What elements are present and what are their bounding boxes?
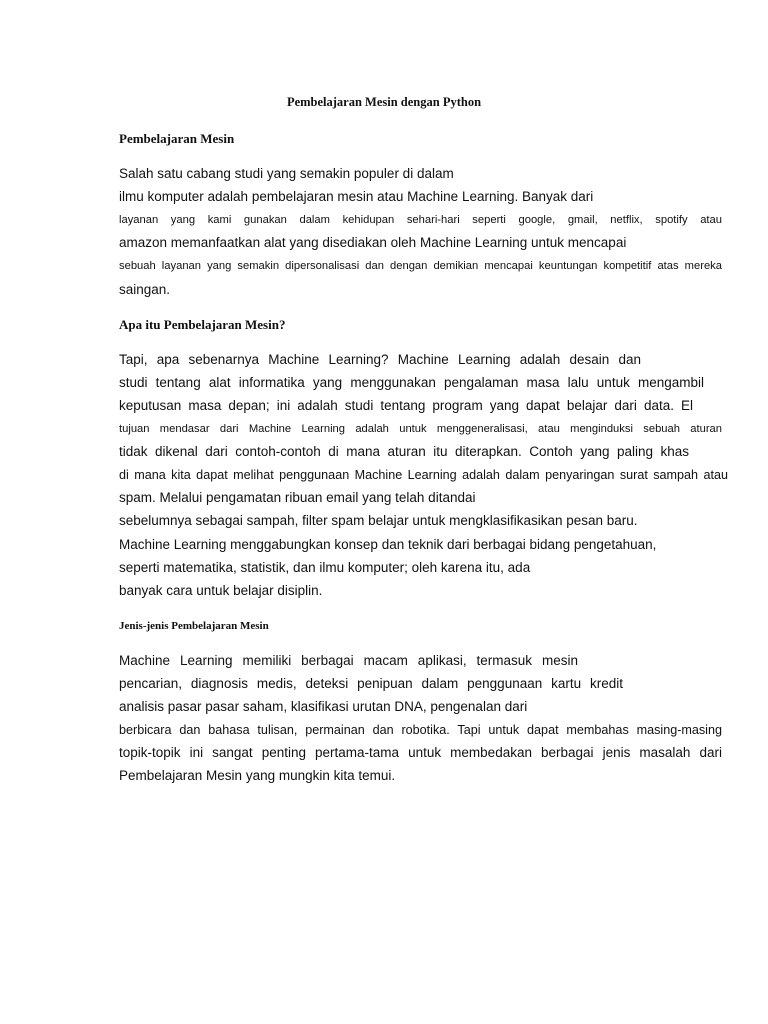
paragraph-line: pencarian, diagnosis medis, deteksi penipuan dalam penggunaan kartu kredit [119, 676, 623, 691]
paragraph-line: tujuan mendasar dari Machine Learning adalah untuk menggeneralisasi, atau menginduksi sebuah aturan [119, 423, 722, 435]
paragraph-line: banyak cara untuk belajar disiplin. [119, 583, 323, 598]
paragraph-line: analisis pasar pasar saham, klasifikasi urutan DNA, pengenalan dari [119, 699, 528, 714]
section-heading-apa-itu: Apa itu Pembelajaran Mesin? [119, 317, 286, 332]
paragraph-line: layanan yang kami gunakan dalam kehidupan sehari-hari seperti google, gmail, netflix, spotify atau [119, 214, 722, 226]
paragraph-line: di mana kita dapat melihat penggunaan Machine Learning adalah dalam penyaringan surat sampah atau [119, 468, 728, 482]
document-title: Pembelajaran Mesin dengan Python [286, 95, 482, 109]
section-heading-pembelajaran-mesin: Pembelajaran Mesin [119, 131, 235, 146]
paragraph-line: Machine Learning memiliki berbagai macam aplikasi, termasuk mesin [119, 653, 578, 668]
paragraph-line: sebelumnya sebagai sampah, filter spam belajar untuk mengklasifikasikan pesan baru. [119, 513, 638, 528]
paragraph-line: studi tentang alat informatika yang menggunakan pengalaman masa lalu untuk mengambil [119, 375, 704, 390]
section-heading-jenis-jenis: Jenis-jenis Pembelajaran Mesin [119, 620, 269, 632]
paragraph-line: Tapi, apa sebenarnya Machine Learning? Machine Learning adalah desain dan [119, 352, 641, 367]
paragraph-line: Salah satu cabang studi yang semakin populer di dalam [119, 166, 454, 181]
paragraph-line: saingan. [119, 282, 171, 297]
paragraph-line: seperti matematika, statistik, dan ilmu komputer; oleh karena itu, ada [119, 560, 531, 575]
paragraph-line: berbicara dan bahasa tulisan, permainan dan robotika. Tapi untuk dapat membahas masing-masing [119, 723, 722, 737]
paragraph-line: tidak dikenal dari contoh-contoh di mana aturan itu diterapkan. Contoh yang paling khas [119, 444, 689, 459]
paragraph-line: amazon memanfaatkan alat yang disediakan oleh Machine Learning untuk mencapai [119, 235, 627, 250]
paragraph-line: keputusan masa depan; ini adalah studi tentang program yang dapat belajar dari data. El [119, 398, 693, 413]
paragraph-line: ilmu komputer adalah pembelajaran mesin atau Machine Learning. Banyak dari [119, 189, 594, 204]
paragraph-line: topik-topik ini sangat penting pertama-tama untuk membedakan berbagai jenis masalah dari [119, 745, 722, 760]
paragraph-line: sebuah layanan yang semakin dipersonalisasi dan dengan demikian mencapai keuntungan kompetitif atas mereka [119, 260, 722, 272]
paragraph-line: spam. Melalui pengamatan ribuan email yang telah ditandai [119, 490, 476, 505]
paragraph-line: Pembelajaran Mesin yang mungkin kita temui. [119, 768, 396, 783]
paragraph-line: Machine Learning menggabungkan konsep dan teknik dari berbagai bidang pengetahuan, [119, 537, 657, 552]
